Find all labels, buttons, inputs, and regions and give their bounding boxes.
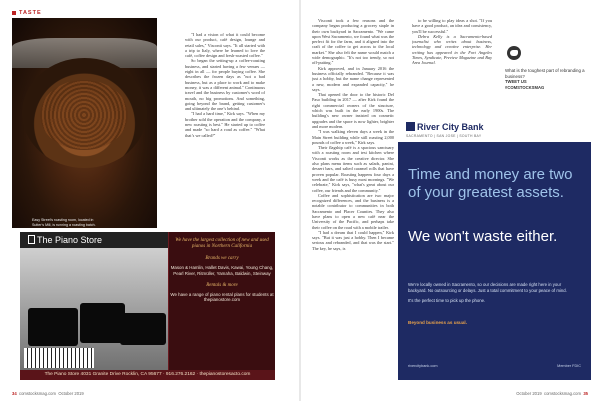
paragraph: "I was walking eleven days a week in the Main Street building while still roasting 2,000 pounds of coffee a week," Kirk says. [312,129,394,145]
piano-headline: We have the largest collection of new and used pianos in Northern California [175,238,269,249]
left-site: comstocksmag.com [19,391,56,396]
twitter-prompt [505,46,590,90]
bank-body-text: We're locally owned in Sacramento, so our decisions are made right here in your backyard. No outsourcing or delays. Just a total commitment to your peace of mind. [408,282,567,293]
brands-list: Mason & Hamlin, Hallet Davis, Kawai, Young Chang, Pearl River, Ritmüller, Yamaha, Baldwin, Steinway [170,265,274,276]
left-folio [12,391,84,396]
bank-body-text-2: It's the perfect time to pick up the phone. [408,298,486,303]
article-column-b [312,18,394,390]
left-page-number: 34 [12,391,17,396]
right-page-number: 35 [583,391,588,396]
right-site: comstocksmag.com [544,391,581,396]
grand-piano-image [28,308,78,346]
bank-ad-header [398,118,591,144]
bank-tagline: SACRAMENTO | SAN JOSE | SOUTH BAY [406,134,482,138]
piano-store-logo [28,235,102,245]
twitter-hashtag[interactable]: #COMSTOCKSMAG [505,84,545,90]
piano-logo-icon [28,235,35,244]
left-issue: October 2019 [58,391,84,396]
grand-piano-image [120,313,166,345]
piano-ad-footer[interactable]: The Piano Store 4031 Granite Drive Rocklin, CA 95677 · 916.276.2162 · thepianostoresacto.com [20,370,275,380]
section-header [12,10,42,16]
bank-subhead: We won't waste either. [408,228,558,245]
paragraph: Coffee and sophistication are two major recognized differences, and the business is a notable contributor to communities in both Sacramento and Placer Counties. They also have plans to open a new café near the University of the Pacific, and perhaps take their coffee on the road with a mobile trailer. [312,192,394,230]
fdic-label: Member FDIC [557,364,581,368]
paragraph: Their flagship café is a spacious sanctuary with a roasting room and test kitchen where Visconti works as the creative director. She also plans menu items such as salads, panini, dessert bars, and salted caramel rolls that have proven popular. Roasting happens four days a week and the café is busy most mornings. "We celebrate," Kirk says, "what's great about our coffee, our friends and the community." [312,145,394,193]
section-bullet-icon [12,11,16,15]
paragraph: Kirk approved, and in January 2016 the business officially rebranded. "Because it was just a hobby, but the name change represented a new, modern and expanded capacity," he says. [312,65,394,92]
section-label: TASTE [19,10,42,16]
paragraph: to be willing to play ideas a shot. "If you have a good product, an idea and consistency, you'll be successful." [412,18,492,34]
piano-store-name: The Piano Store [37,235,103,245]
article-column-a [185,32,265,228]
showroom-photo [20,248,168,372]
rentals-text: We have a range of piano rental plans for students at thepianostore.com [170,291,274,303]
piano-ad-copy [168,232,275,372]
grand-piano-image [80,303,125,343]
bank-headline: Time and money are two of your greatest assets. [408,166,573,201]
right-folio [516,391,588,396]
paragraph: "I had a hard time," Kirk says. "When my brother sold the operation and the company, a new roasting is best." He started up to coffee and made "so hard a road as coffee." "What that’s we called?" [185,111,265,138]
bank-logo-icon [406,122,415,131]
article-column-c [412,18,492,78]
twitter-question: What is the toughest part of rebranding a business? [505,68,585,79]
roaster-drum [22,58,147,168]
right-issue: October 2019 [516,391,542,396]
tweet-us-label: TWEET US [505,79,527,85]
bank-logo [406,122,484,132]
piano-keys-image [24,348,94,368]
photo-caption: Easy Street's roasting room, located in Sutter's Mill, is running a roasting batch. [32,218,96,227]
bank-name: River City Bank [417,122,484,132]
coffee-roaster-photo [12,18,157,228]
bank-cta: Beyond business as usual. [408,320,467,325]
river-city-bank-ad[interactable] [398,118,591,380]
paragraph: "I had a dream that I could happen," Kirk says. "But it was just a hobby. Then I became serious and rebranded, and that was the start." The key, he says, is [312,229,394,251]
bank-url[interactable]: rivercitybank.com [408,364,438,368]
paragraph: So began the setting-up a coffee-roasting business, and started having a few venues — eight in all — for people buying coffee. She describes the frozen days as "not a bad business, but as a place to work and to make money, it was a different animal." Continuous travel and the business by customer's word of mouth, no big promotions. And something, going beyond the brand, getting customer's and ultimately the one’s behind. [185,58,265,112]
brands-title: Brands we carry [205,256,239,261]
paragraph: That opened the door to the historic Del Paso building in 2017 — after Kirk found the right commercial owners of the structure, which was built in the early 1900s. The building's new owner insisted on cosmetic upgrades and the space is now lighter, brighter and more modern. [312,92,394,129]
rentals-title: Rentals & more [206,282,238,288]
piano-store-ad[interactable] [20,232,275,380]
paragraph: Visconti took a few reasons and the company began producing a grocery staple in their own backyard in Sacramento. "We came upon West Sacramento, we found what was the perfect fit for the farm, and it aligned into the craft of the coffee to get across to the local market." She also felt the name would match a wide demographic. "It's not too trendy, so not off-putting." [312,18,394,66]
paragraph: "I had a vision of what it could become with our product, café design, lounge and retail sales," Visconti says. "It all started with a trip to Italy, where he learned to love the café, coffee design and fresh-roasted coffee." [185,32,265,59]
author-bio: Debra Kelly is a Sacramento-based journalist who writes about business, technology and creative enterprise. Her writing has appeared in the Fort Angeles Times, Syndicate, Preview Magazine and Bay Area Journal. [412,33,492,66]
page-gutter [299,0,301,401]
piano-ad-header [20,232,168,248]
bank-body [408,282,568,304]
twitter-bird-icon [507,46,521,60]
